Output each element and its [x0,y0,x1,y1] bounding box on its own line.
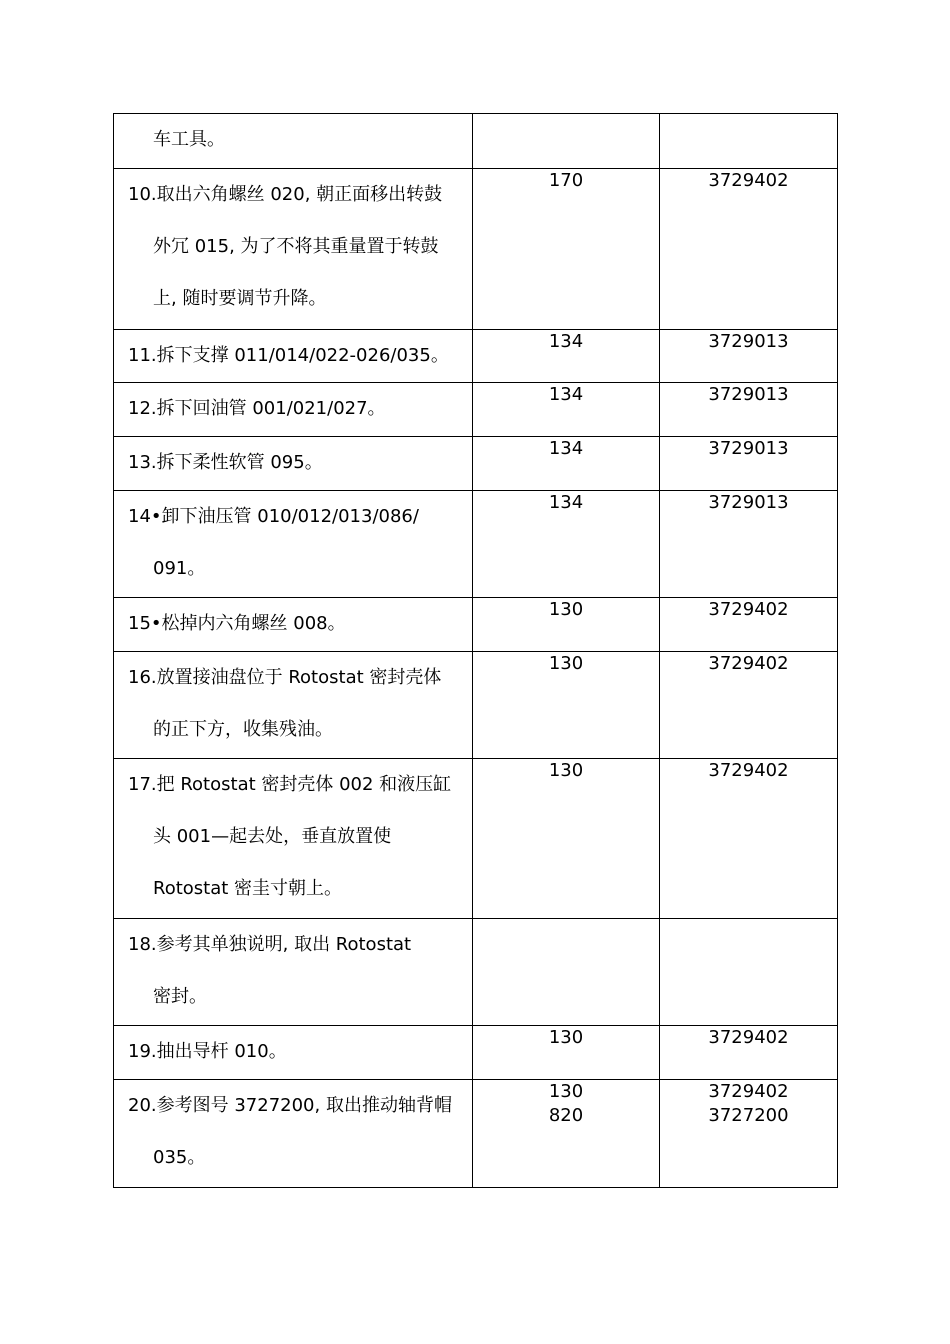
step-text-line: 上, 随时要调节升降。 [153,288,327,309]
drawing-number: 3729013 [708,384,789,405]
table-row [114,437,838,491]
step-text-line: 的正下方，收集残油。 [153,719,333,740]
page-number: 130 [548,599,584,620]
step-text-line: 11.拆下支撑 011/014/022-026/035。 [128,345,449,366]
step-text-line: 车工具。 [153,129,225,150]
step-text-line: 10.取出六角螺丝 020, 朝正面移出转鼓 [128,184,443,205]
step-text-line: Rotostat 密圭寸朝上。 [153,878,343,899]
page-number: 130 [548,653,584,674]
page-number-cell [473,491,660,598]
step-text-line: 18.参考其单独说明, 取出 Rotostat [128,934,412,955]
drawing-number-cell [660,598,838,652]
page-number-cell [473,169,660,330]
step-description-cell [114,437,473,491]
page-number-cell [473,759,660,919]
step-description-cell [114,330,473,383]
page-number-cell [473,1080,660,1188]
step-text-line: 头 001—起去处，垂直放置使 [153,826,392,847]
step-text-line: 16.放置接油盘位于 Rotostat 密封壳体 [128,667,442,688]
drawing-number: 3729402 [708,760,789,781]
page-number: 170 [548,170,584,191]
drawing-number: 3729402 [708,1027,789,1048]
step-description-cell [114,598,473,652]
drawing-number-cell [660,1026,838,1080]
drawing-number: 3729402 [708,170,789,191]
page-number: 134 [548,492,584,513]
step-text-line: 17.把 Rotostat 密封壳体 002 和液压缸 [128,774,452,795]
table-row [114,491,838,598]
drawing-number: 3729013 [708,492,789,513]
drawing-number-cell [660,437,838,491]
step-text-line: 091。 [153,558,206,579]
table-row [114,1080,838,1188]
step-text-line: 外冗 015, 为了不将其重量置于转鼓 [153,236,439,257]
step-description-cell [114,1080,473,1188]
drawing-number-cell [660,652,838,759]
drawing-number-cell [660,919,838,1026]
page-number: 134 [548,384,584,405]
page-number-cell [473,1026,660,1080]
step-text-line: 密封。 [153,986,207,1007]
step-text-line: 20.参考图号 3727200, 取出推动轴背帽 [128,1095,452,1116]
page-number: 130 [548,760,584,781]
table-row [114,1026,838,1080]
step-text-line: 13.拆下柔性软管 095。 [128,452,323,473]
step-description-cell [114,114,473,169]
drawing-number-cell [660,169,838,330]
drawing-number-cell [660,330,838,383]
table-row [114,652,838,759]
step-description-cell [114,1026,473,1080]
step-text-line: 19.抽出导杆 010。 [128,1041,287,1062]
page-number-cell [473,383,660,437]
page-number-cell [473,598,660,652]
table-row [114,759,838,919]
step-description-cell [114,759,473,919]
page-number: 820 [548,1105,584,1126]
step-text-line: 035。 [153,1147,206,1168]
table-row [114,919,838,1026]
step-text-line: 14•卸下油压管 010/012/013/086/ [128,506,419,527]
table-row [114,114,838,169]
table-row [114,169,838,330]
page-number: 134 [548,331,584,352]
page-number-cell [473,437,660,491]
step-description-cell [114,491,473,598]
step-description-cell [114,383,473,437]
drawing-number-cell [660,759,838,919]
step-text-line: 12.拆下回油管 001/021/027。 [128,398,386,419]
drawing-number: 3729402 [708,653,789,674]
page-number-cell [473,652,660,759]
page-number-cell [473,330,660,383]
table-row [114,598,838,652]
page-number: 134 [548,438,584,459]
step-description-cell [114,652,473,759]
table-row [114,330,838,383]
step-text-line: 15•松掉内六角螺丝 008。 [128,613,346,634]
drawing-number: 3729013 [708,331,789,352]
page-number-cell [473,114,660,169]
page-number-cell [473,919,660,1026]
page-number: 130 [548,1027,584,1048]
drawing-number-cell [660,1080,838,1188]
drawing-number: 3729402 [708,1081,789,1102]
drawing-number: 3729402 [708,599,789,620]
table-row [114,383,838,437]
page-number: 130 [548,1081,584,1102]
drawing-number-cell [660,114,838,169]
drawing-number-cell [660,491,838,598]
drawing-number: 3727200 [708,1105,789,1126]
drawing-number: 3729013 [708,438,789,459]
step-description-cell [114,169,473,330]
step-description-cell [114,919,473,1026]
procedure-table-body [114,114,838,1188]
procedure-table [113,113,838,1188]
drawing-number-cell [660,383,838,437]
